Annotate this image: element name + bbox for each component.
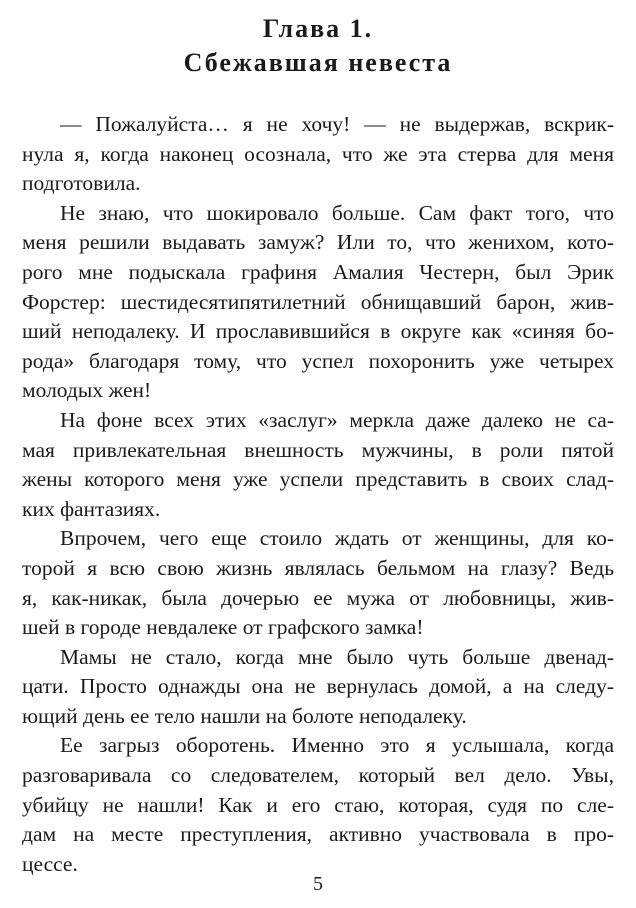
text-line: ких фантазиях.	[22, 496, 161, 521]
text-line: цати. Просто однажды она не вернулась домой, а на следу-	[22, 674, 614, 699]
text-line: убийцу не нашли! Как и его стаю, которая, судя по сле-	[22, 792, 614, 817]
text-line: На фоне всех этих «заслуг» меркла даже далеко не са-	[60, 407, 614, 432]
text-line: рода» благодаря тому, что успел похоронить уже четырех	[22, 348, 614, 373]
text-line: Мамы не стало, когда мне было чуть больше двенад-	[60, 644, 614, 669]
text-line: мая привлекательная внешность мужчины, в роли пятой	[22, 437, 614, 462]
text-line: разговаривала со следователем, который вел дело. Увы,	[22, 763, 614, 788]
text-line: торой я всю свою жизнь являлась бельмом на глазу? Ведь	[22, 555, 614, 580]
paragraph	[22, 199, 614, 406]
text-line: молодых жен!	[22, 378, 152, 403]
paragraph	[22, 643, 614, 732]
text-line: Не знаю, что шокировало больше. Сам факт того, что	[60, 200, 614, 225]
text-line: нула я, когда наконец осознала, что же эта стерва для меня	[22, 141, 614, 166]
text-line: ющий день ее тело нашли на болоте неподалеку.	[22, 703, 467, 728]
page-number: 5	[313, 873, 323, 895]
text-line: меня решили выдавать замуж? Или то, что женихом, кото-	[22, 230, 614, 255]
text-line: Ее загрыз оборотень. Именно это я услышала, когда	[60, 733, 614, 758]
chapter-heading	[0, 12, 636, 80]
text-line: дам на месте преступления, активно участвовала в про-	[22, 822, 614, 847]
text-line: шей в городе невдалеке от графского замка!	[22, 615, 424, 640]
chapter-number: Глава 1.	[262, 14, 374, 43]
text-line: рого мне подыскала графиня Амалия Честерн, был Эрик	[22, 259, 614, 284]
text-line: я, как-никак, была дочерью ее мужа от любовницы, жив-	[22, 585, 614, 610]
chapter-title: Сбежавшая невеста	[183, 48, 453, 77]
text-line: — Пожалуйста… я не хочу! — не выдержав, вскрик-	[60, 112, 614, 136]
text-line: Форстер: шестидесятипятилетний обнищавший барон, жив-	[22, 289, 614, 314]
text-line: подготовила.	[22, 171, 141, 196]
chapter-body-text	[22, 110, 614, 879]
text-line: жены которого меня уже успели представить в своих слад-	[22, 467, 614, 492]
text-line: Впрочем, чего еще стоило ждать от женщины, для ко-	[60, 526, 614, 551]
paragraph	[22, 731, 614, 879]
paragraph	[22, 524, 614, 642]
text-line: ший неподалеку. И прославившийся в округе как «синяя бо-	[22, 319, 614, 344]
paragraph	[22, 406, 614, 524]
text-line: цессе.	[22, 851, 78, 876]
paragraph	[22, 110, 614, 199]
